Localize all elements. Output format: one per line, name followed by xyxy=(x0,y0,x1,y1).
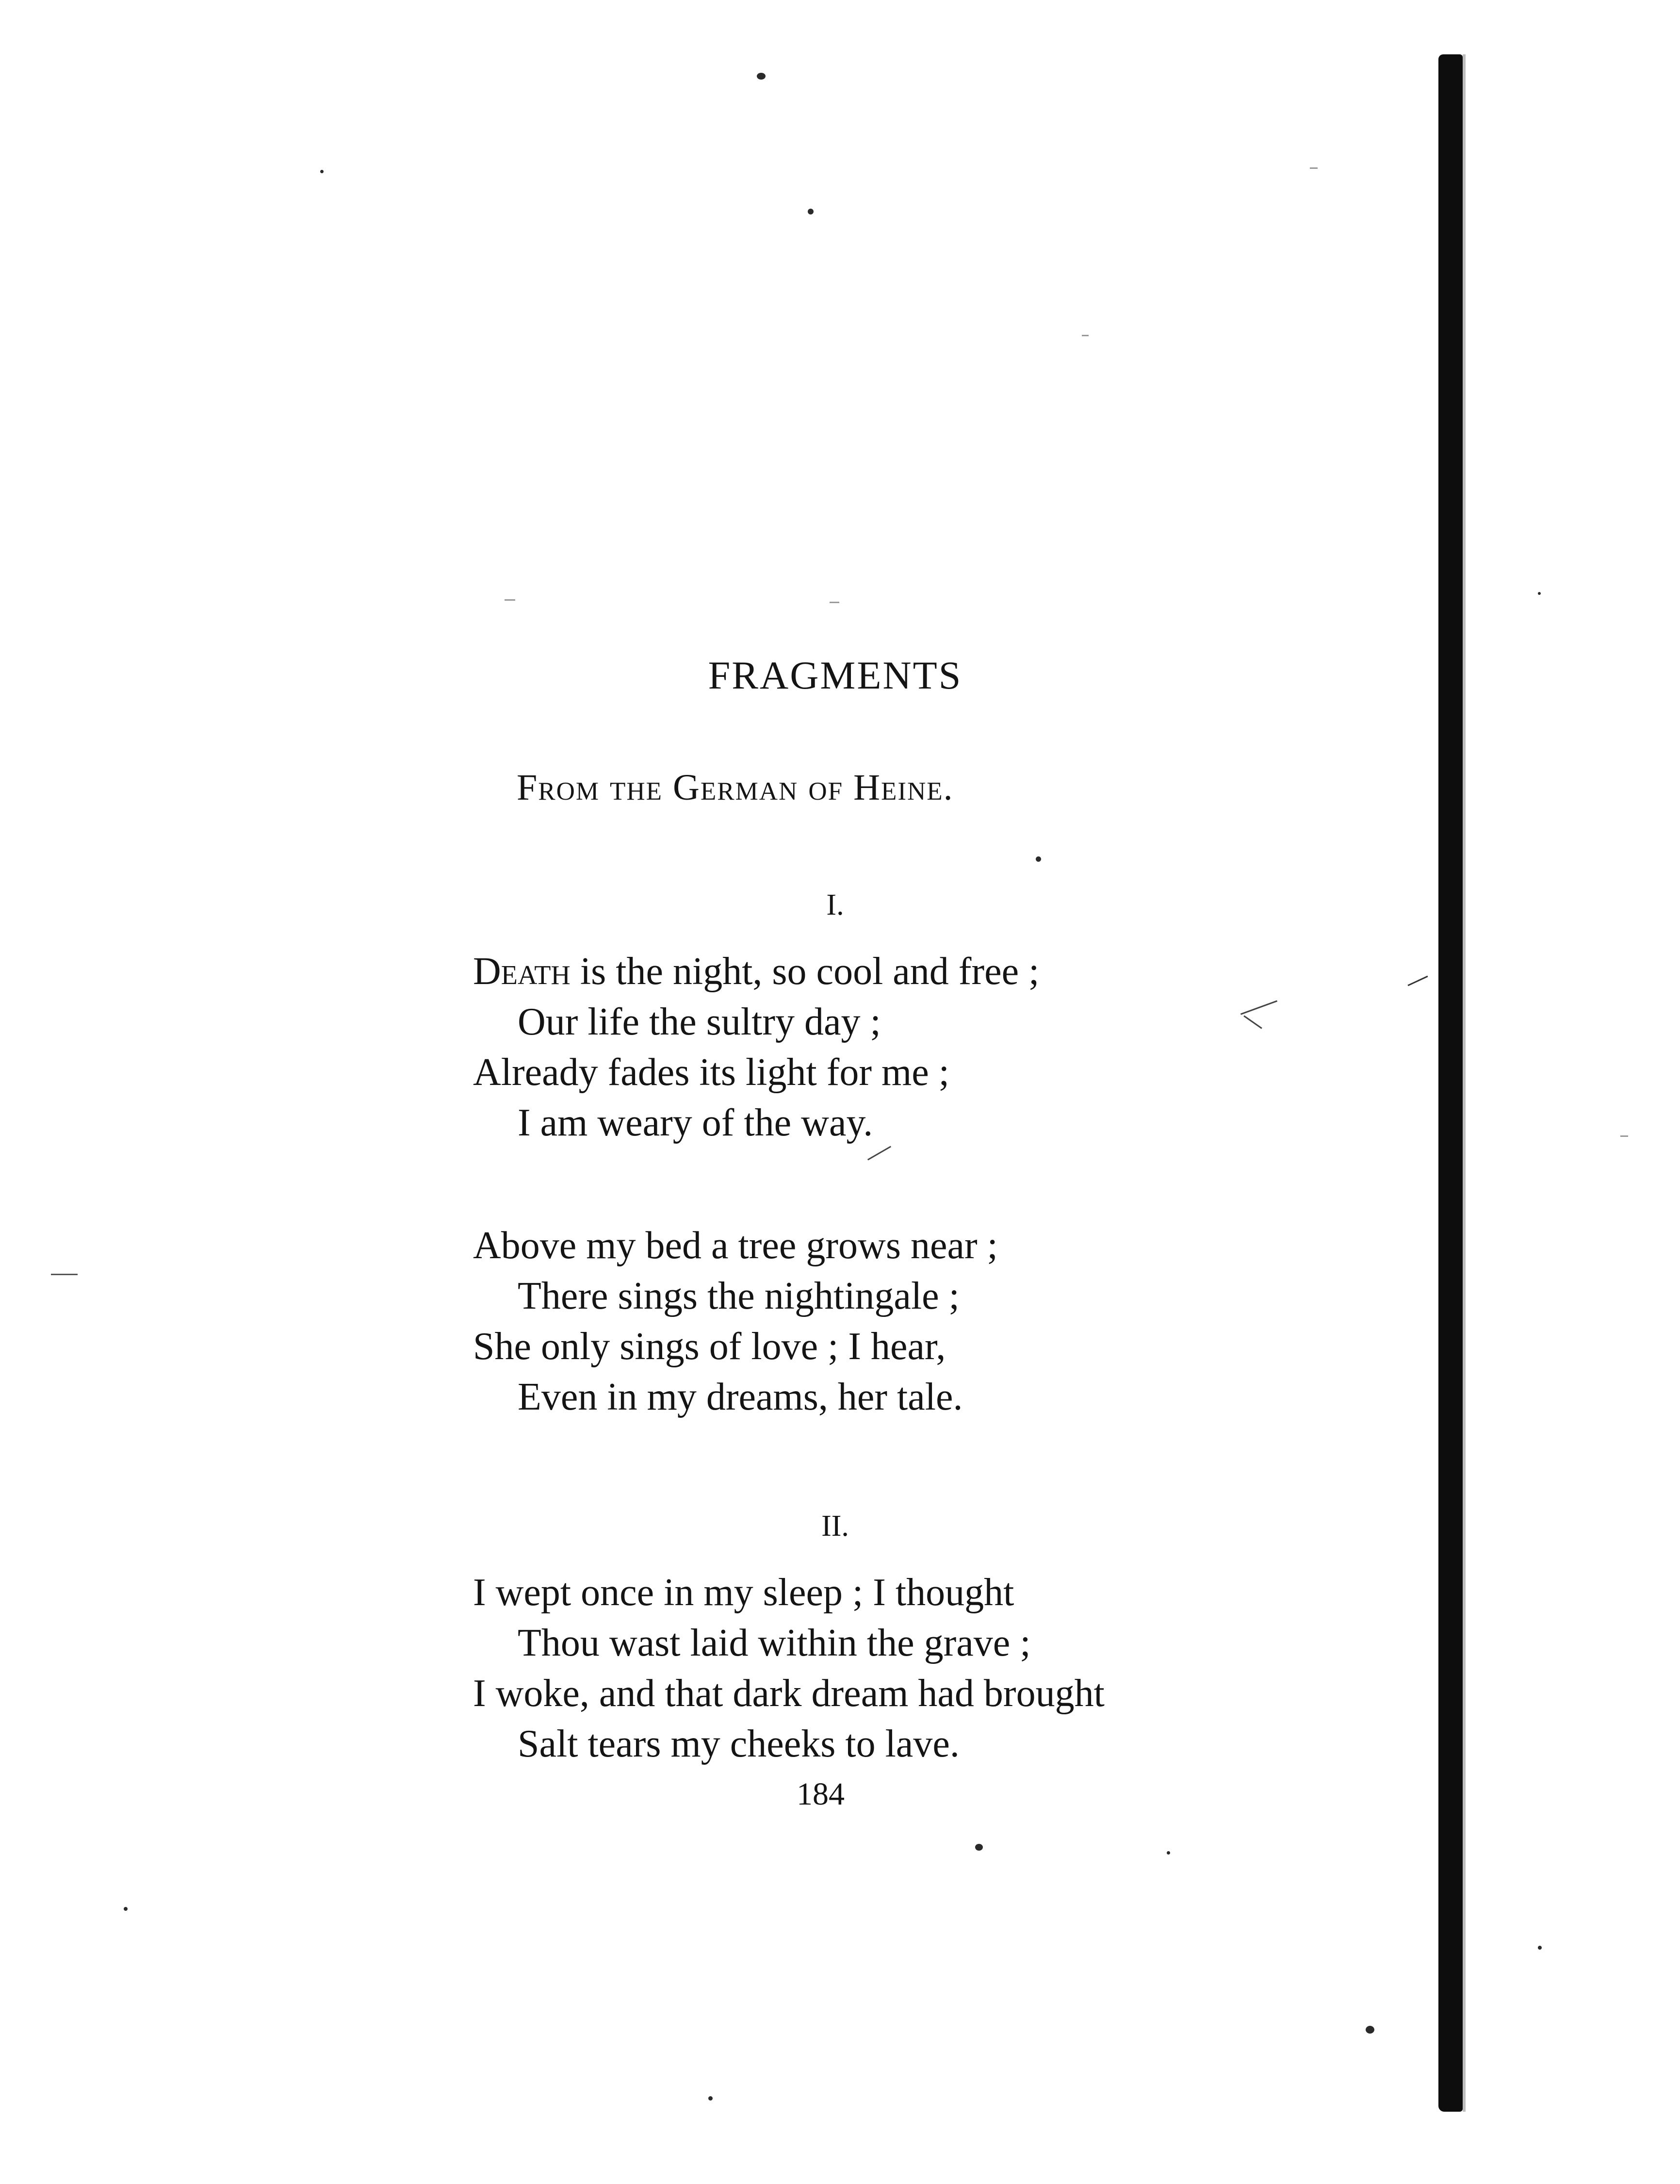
verse-line: Even in my dreams, her tale. xyxy=(518,1376,963,1418)
stanza xyxy=(473,1220,998,1422)
verse-line: I wept once in my sleep ; I thought xyxy=(473,1571,1014,1614)
stanza xyxy=(473,1567,1105,1769)
scan-speck xyxy=(808,209,814,214)
verse-line: I woke, and that dark dream had brought xyxy=(473,1672,1105,1715)
verse-line: Above my bed a tree grows near ; xyxy=(473,1224,998,1267)
scan-speck xyxy=(320,170,324,173)
page-number: 184 xyxy=(797,1776,845,1812)
scan-mark xyxy=(1620,1135,1628,1137)
verse-initial-word: Death xyxy=(473,950,571,993)
page-subtitle: From the German of Heine. xyxy=(517,767,954,808)
verse-line-text: is the night, so cool and free ; xyxy=(570,950,1040,993)
scan-speck xyxy=(708,2096,713,2101)
scan-speck xyxy=(975,1844,983,1851)
verse-line: Thou wast laid within the grave ; xyxy=(518,1622,1031,1664)
scan-mark xyxy=(505,599,515,601)
scan-speck xyxy=(1366,2026,1374,2034)
section-numeral: I. xyxy=(826,888,844,921)
page-title: FRAGMENTS xyxy=(708,653,962,697)
verse-line: Already fades its light for me ; xyxy=(473,1051,949,1094)
scan-mark xyxy=(1310,167,1318,169)
scan-mark xyxy=(51,1274,78,1275)
verse-line xyxy=(473,946,1039,997)
scan-speck xyxy=(1167,1851,1170,1855)
stanza xyxy=(473,946,1039,1148)
scan-speck xyxy=(757,73,766,80)
scan-mark xyxy=(1243,1015,1262,1029)
scan-mark xyxy=(1407,976,1428,986)
scan-speck xyxy=(124,1907,128,1911)
scan-mark xyxy=(830,602,839,603)
scan-mark xyxy=(1082,335,1089,336)
scan-speck xyxy=(1538,1946,1542,1950)
section-numeral: II. xyxy=(821,1510,849,1543)
verse-line: I am weary of the way. xyxy=(518,1101,873,1144)
verse-line: She only sings of love ; I hear, xyxy=(473,1325,946,1368)
verse-line: Salt tears my cheeks to lave. xyxy=(518,1723,960,1765)
scan-mark xyxy=(1240,1000,1277,1015)
scan-speck xyxy=(1036,856,1041,862)
scan-speck xyxy=(1538,592,1541,595)
verse-line: Our life the sultry day ; xyxy=(518,1001,881,1043)
verse-line: There sings the nightingale ; xyxy=(518,1275,960,1317)
